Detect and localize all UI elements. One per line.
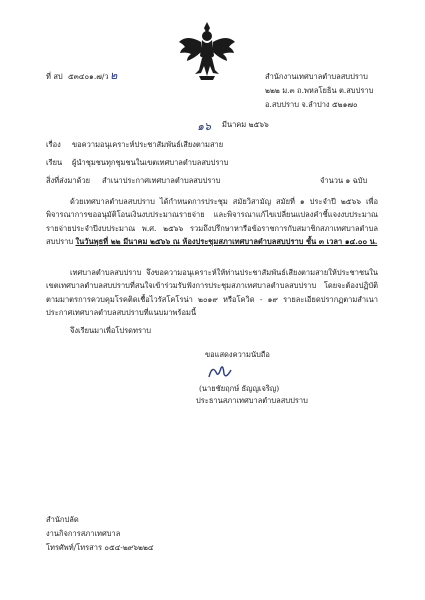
sender-line-1: สำนักงานเทศบาลตำบลสบปราบ [265,72,368,81]
recipient-text: ผู้นำชุมชนทุกชุมชนในเขตเทศบาลตำบลสบปราบ [72,158,229,167]
subject-label: เรื่อง [46,140,61,149]
subject-text: ขอความอนุเคราะห์ประชาสัมพันธ์เสียงตามสาย [72,140,224,149]
sender-line-3: อ.สบปราบ จ.ลำปาง ๕๒๑๗๐ [265,100,358,109]
sender-line-2: ๒๒๒ ม.๓ ถ.พหลโยธิน ต.สบปราบ [265,86,374,95]
recipient-label: เรียน [46,158,63,167]
enclosure-count: จำนวน ๑ ฉบับ [320,176,368,185]
office-line-1: สำนักปลัด [46,515,79,524]
body-paragraph-1 [46,195,378,249]
ref-label: ที่ สป [46,72,63,81]
meeting-date-highlight: ในวันพุธที่ ๒๒ มีนาคม ๒๕๖๖ ณ ห้องประชุมสภาเทศบาลตำบลสบปราบ ชั้น ๓ เวลา ๑๔.๐๐ น. [75,237,378,247]
regards-line: ขอแสดงความนับถือ [205,350,270,359]
date-day-handwritten: ๑๖ [197,120,211,133]
closing-line: จึงเรียนมาเพื่อโปรดทราบ [70,326,151,335]
ref-handwritten-number: ๒ [110,69,118,82]
enclosure-label: สิ่งที่ส่งมาด้วย [46,176,91,185]
signer-name: (นายชัยฤกษ์ ธัญญเจริญ) [199,384,280,393]
signer-position: ประธานสภาเทศบาลตำบลสบปราบ [196,396,308,405]
date-month-year: มีนาคม ๒๕๖๖ [222,120,269,129]
signature-icon [206,362,234,382]
office-line-3: โทรศัพท์/โทรสาร ๐๕๔-๒๙๖๒๒๔ [46,543,154,552]
paragraph-2-text: เทศบาลตำบลสบปราบ จึงขอความอนุเคราะห์ให้ท่านประชาสัมพันธ์เสียงตามสายให้ประชาชนในเขตเทศบาลตำบลสบปราบที่สนใจเข้าร่วมรับฟังการประชุมสภาเทศบาลตำบลสบปราบ โดยจะต้องปฏิบัติตามมาตรการควบคุมโรคติดเชื้อไวรัสโคโรน่า ๒๐๑๙ หรือโควิด - ๑๙ รายละเอียดปรากฏตามสำเนาประกาศเทศบาลตำบลสบปราบที่แนบมาพร้อมนี้ [46,268,378,318]
ref-number: ๕๓๔๐๑.๗/ว [68,72,109,81]
garuda-emblem-icon [177,20,237,82]
office-line-2: งานกิจการสภาเทศบาล [46,529,121,538]
body-paragraph-2 [46,266,378,320]
paragraph-1-text: ด้วยเทศบาลตำบลสบปราบ ได้กำหนดการประชุม สมัยวิสามัญ สมัยที่ ๑ ประจำปี ๒๕๖๖ เพื่อพิจารณาการขออนุมัติโอนเงินงบประมาณรายจ่าย และพิจารณาแก้ไขเปลี่ยนแปลงคำชี้แจงงบประมาณรายจ่ายประจำปีงบประมาณ พ.ศ. ๒๕๖๖ รวมถึงปรึกษาหารือข้อราชการกับสมาชิกสภาเทศบาลตำบลสบปราบ [46,197,378,247]
enclosure-text: สำเนาประกาศเทศบาลตำบลสบปราบ [102,176,221,185]
